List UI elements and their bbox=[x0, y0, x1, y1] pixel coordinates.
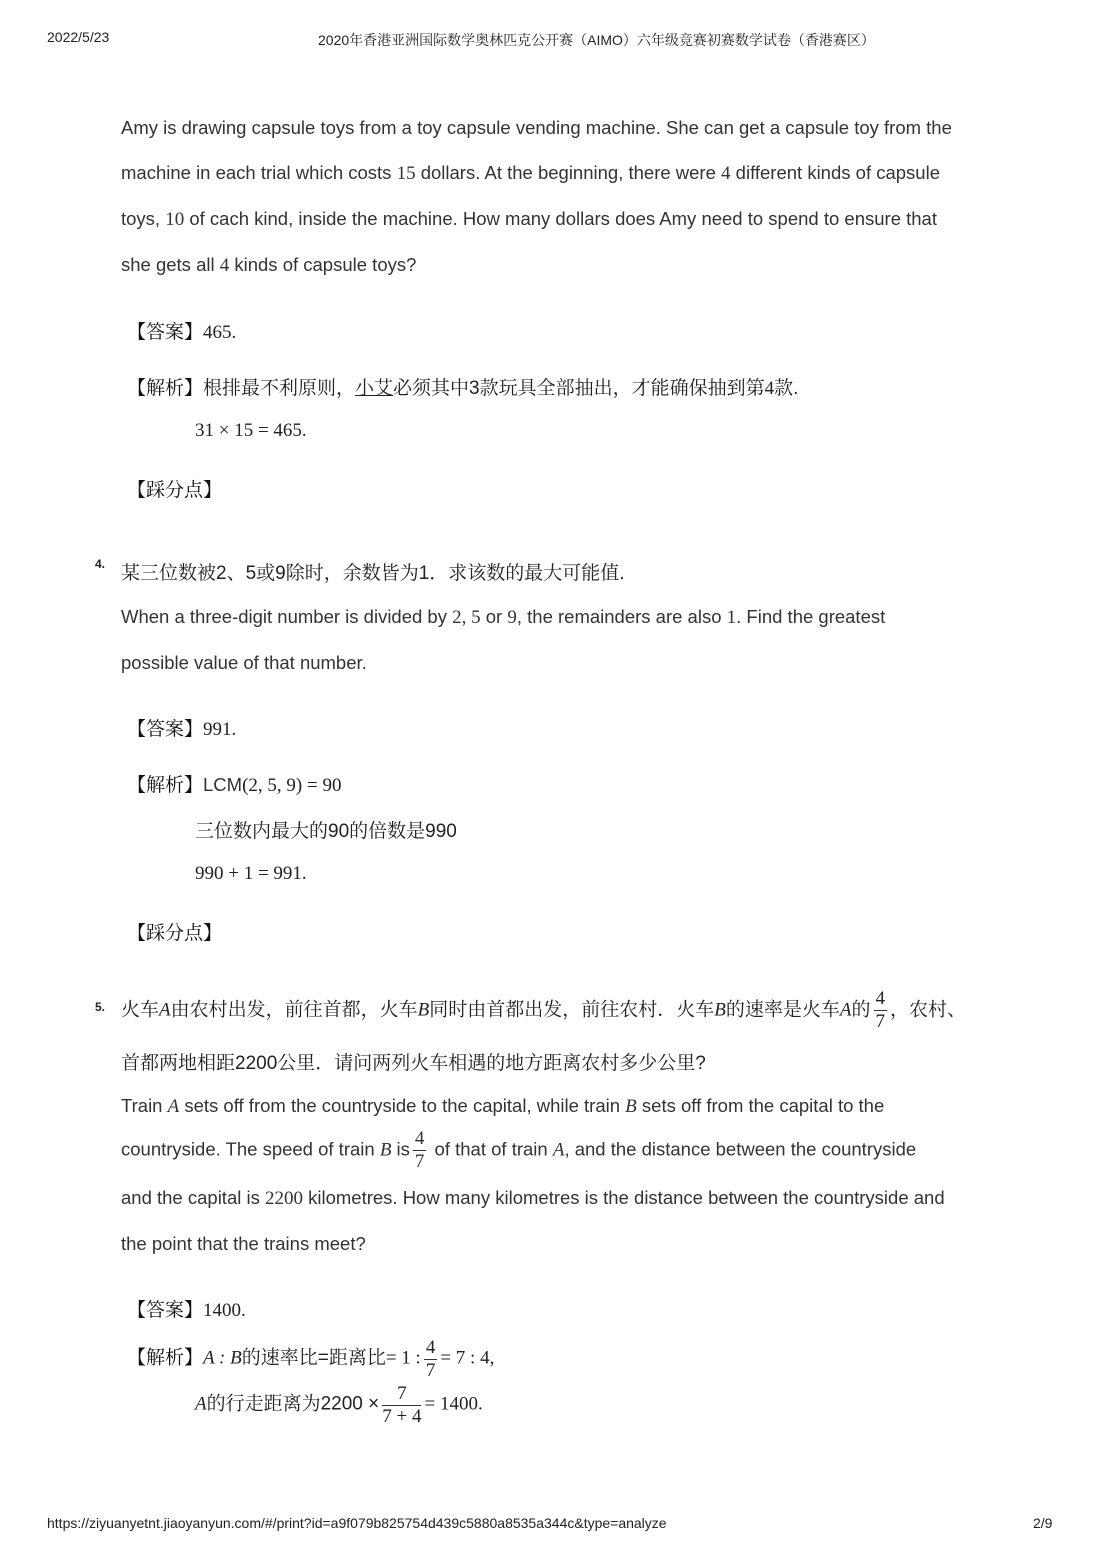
footer-page-number: 2/9 bbox=[1033, 1515, 1053, 1531]
q3-calc: 31 × 15 = 465. bbox=[195, 420, 307, 441]
fraction-7-over-11: $\frac{7}{7 + 4}$ bbox=[382, 1383, 422, 1427]
answer-value: 465. bbox=[203, 322, 237, 343]
q4-en-line1: When a three-digit number is divided by 2, 5 or 9, the remainders are also 1. Find the greatest bbox=[121, 606, 886, 628]
q5-cn-line1: 火车A由农村出发，前往首都，火车B同时由首都出发，前往农村．火车B的速率是火车A的 $\frac{4}{7}$ ，农村、 bbox=[121, 988, 967, 1032]
q4-en-line2: possible value of that number. bbox=[121, 652, 367, 673]
q5-number: 5. bbox=[95, 1000, 106, 1014]
q5-analysis: 【解析】A : B的速率比=距离比= 1 : $\frac{4}{7}$ = 7 : 4, bbox=[127, 1337, 495, 1381]
q4-number: 4. bbox=[95, 557, 106, 571]
q4-answer: 【答案】991. bbox=[127, 719, 237, 740]
q5-en-line3: and the capital is 2200 kilometres. How many kilometres is the distance between the countryside and bbox=[121, 1187, 945, 1209]
q3-answer bbox=[127, 317, 236, 344]
analysis-label: 【解析】 bbox=[127, 378, 204, 399]
fraction-4-7: $\frac{4}{7}$ bbox=[875, 988, 886, 1032]
answer-label: 【答案】 bbox=[127, 322, 204, 343]
q4-analysis-line3: 990 + 1 = 991. bbox=[195, 863, 307, 884]
q3-text-line2: machine in each trial which costs 15 dollars. At the beginning, there were 4 different kinds of capsule bbox=[121, 162, 940, 184]
q5-cn-line2: 首都两地相距2200公里．请问两列火车相遇的地方距离农村多少公里? bbox=[121, 1053, 706, 1074]
q3-points-label: 【踩分点】 bbox=[127, 480, 223, 501]
q3-text-line4: she gets all 4 kinds of capsule toys? bbox=[121, 254, 417, 276]
q3-analysis: 【解析】根排最不利原则，小艾必须其中3款玩具全部抽出，才能确保抽到第4款. bbox=[127, 378, 799, 399]
q4-analysis-line2: 三位数内最大的90的倍数是990 bbox=[195, 821, 457, 842]
q5-answer: 【答案】1400. bbox=[127, 1300, 246, 1321]
q4-cn-text: 某三位数被2、5或9除时，余数皆为1．求该数的最大可能值. bbox=[121, 563, 625, 584]
header-title: 2020年香港亚洲国际数学奥林匹克公开赛（AIMO）六年级竞赛初赛数学试卷（香港赛区） bbox=[318, 32, 875, 48]
fraction-4-7-en: $\frac{4}{7}$ bbox=[414, 1128, 425, 1172]
footer-url[interactable]: https://ziyuanyetnt.jiaoyanyun.com/#/print?id=a9f079b825754d439c5880a8535a344c&type=analyze bbox=[47, 1515, 667, 1531]
q3-text-line1: Amy is drawing capsule toys from a toy capsule vending machine. She can get a capsule toy from the bbox=[121, 117, 952, 138]
q4-analysis: 【解析】LCM(2, 5, 9) = 90 bbox=[127, 774, 342, 796]
q5-en-line2: countryside. The speed of train B is $\frac{4}{7}$ of that of train A, and the distance between the countryside bbox=[121, 1128, 917, 1172]
q5-analysis-line2: A的行走距离为2200 × $\frac{7}{7 + 4}$ = 1400. bbox=[195, 1383, 483, 1427]
q5-en-line1: Train A sets off from the countryside to the capital, while train B sets off from the capital to the bbox=[121, 1095, 885, 1117]
fraction-4-7-analysis: $\frac{4}{7}$ bbox=[425, 1337, 436, 1381]
q5-en-line4: the point that the trains meet? bbox=[121, 1233, 366, 1254]
q3-text-line3: toys, 10 of cach kind, inside the machine. How many dollars does Amy need to spend to ensure that bbox=[121, 208, 937, 230]
q4-points-label: 【踩分点】 bbox=[127, 923, 223, 944]
header-date: 2022/5/23 bbox=[47, 29, 110, 45]
